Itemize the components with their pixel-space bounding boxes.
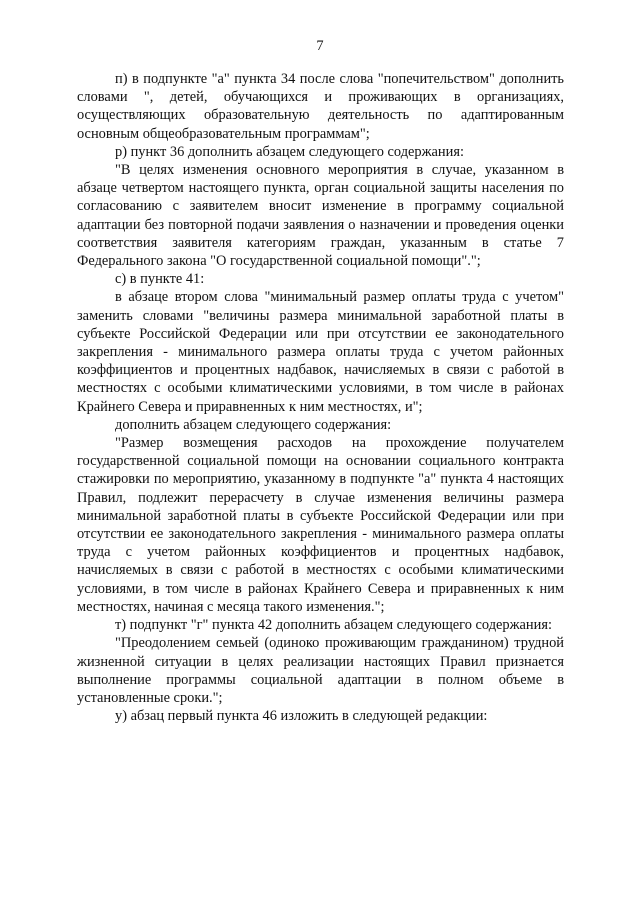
paragraph-t: т) подпункт "г" пункта 42 дополнить абзацем следующего содержания:	[115, 617, 552, 634]
paragraph-s-replace: в абзаце втором слова "минимальный размер оплаты труда с учетом" заменить словами "величины размера минимальной заработной платы в субъекте Российской Федерации или при отсутствии ее законодательного закрепления - минимального размера оплаты труда с учетом районных коэффициентов и процентных надбавок, начисляемых в связи с работой в местностях с особыми климатическими условиями, в том числе в районах Крайнего Севера и приравненных к ним местностях, и";	[77, 289, 564, 415]
document-body	[77, 70, 564, 725]
paragraph-s: с) в пункте 41:	[115, 271, 205, 288]
paragraph-r-quote: "В целях изменения основного мероприятия в случае, указанном в абзаце четвертом настоящего пункта, орган социальной защиты населения по согласованию с заявителем вносит изменение в программу социальной адаптации без повторной подачи заявления о назначении и проведения оценки соответствия заявителя категориям граждан, указанным в статье 7 Федерального закона "О государственной социальной помощи".";	[77, 162, 564, 270]
paragraph-r: р) пункт 36 дополнить абзацем следующего содержания:	[115, 143, 464, 160]
paragraph-t-quote: "Преодолением семьей (одиноко проживающим гражданином) трудной жизненной ситуации в целях реализации настоящих Правил признается выполнение программы социальной адаптации в полном объеме в установленные сроки.";	[77, 635, 564, 706]
page-number: 7	[316, 38, 324, 54]
paragraph-s-add: дополнить абзацем следующего содержания:	[115, 416, 392, 433]
paragraph-p: п) в подпункте "а" пункта 34 после слова "попечительством" дополнить словами ", детей, обучающихся и проживающих в организациях, осуществляющих образовательную деятельность по адаптированным основным общеобразовательным программам";	[77, 71, 564, 142]
paragraph-u: у) абзац первый пункта 46 изложить в следующей редакции:	[115, 708, 488, 725]
paragraph-s-quote: "Размер возмещения расходов на прохождение получателем государственной социальной помощи на основании социального контракта стажировки по мероприятию, указанному в подпункте "а" пункта 4 настоящих Правил, подлежит перерасчету в случае изменения величины размера минимальной заработной платы в субъекте Российской Федерации или при отсутствии ее законодательного закрепления - минимального размера оплаты труда с учетом районных коэффициентов и процентных надбавок, начисляемых в связи с работой в местностях с особыми климатическими условиями, в том числе в районах Крайнего Севера и приравненных к ним местностях, начиная с месяца такого изменения.";	[77, 435, 564, 615]
